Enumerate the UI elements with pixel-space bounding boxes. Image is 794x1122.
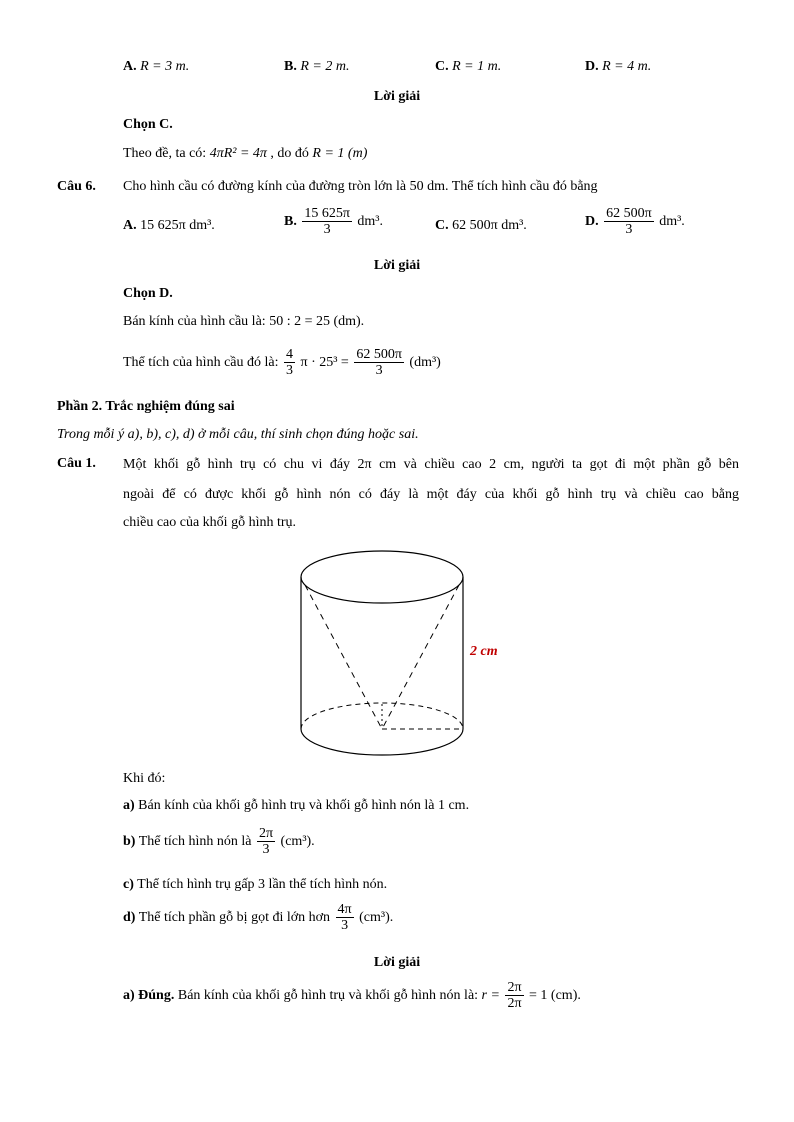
cone-slant-left — [305, 585, 382, 729]
statement-text: Thể tích phần gỗ bị gọt đi lớn hơn — [138, 910, 331, 926]
q6-label: Câu 6. — [57, 179, 96, 194]
q6-option-c — [435, 218, 527, 234]
option-letter: B. — [284, 59, 297, 74]
option-letter: A. — [123, 218, 137, 233]
height-label: 2 cm — [470, 644, 498, 659]
q6-option-b — [284, 206, 383, 238]
numerator: 2π — [258, 826, 274, 841]
q5-solution-heading: Lời giải — [373, 89, 421, 104]
q6-option-a — [123, 218, 215, 234]
option-letter: A. — [123, 59, 137, 74]
statement-label: b) — [123, 834, 136, 850]
fraction — [604, 206, 654, 238]
option-letter: D. — [585, 59, 599, 74]
numerator: 4 — [286, 347, 293, 362]
q1-text-line-2: ngoài để có được khối gỗ hình nón có đáy là một đáy của khối gỗ hình trụ và chiều cao bằng — [123, 487, 739, 502]
fraction — [336, 902, 354, 934]
text: Theo đề, ta có: — [123, 146, 210, 161]
q1-label: Câu 1. — [57, 456, 96, 471]
option-text: R = 2 m. — [300, 59, 350, 74]
verdict-label: a) Đúng. — [123, 988, 175, 1004]
q6-radius-line — [123, 314, 364, 330]
q5-option-b — [284, 59, 349, 75]
q1-statement-c — [123, 877, 387, 893]
q5-option-a — [123, 59, 189, 75]
part2-instruction: Trong mỗi ý a), b), c), d) ở mỗi câu, thí sinh chọn đúng hoặc sai. — [57, 427, 419, 442]
q1-solution-heading: Lời giải — [373, 955, 421, 970]
option-text: 15 625π dm³. — [140, 218, 215, 233]
q5-choice: Chọn C. — [123, 117, 173, 132]
statement-label: c) — [123, 877, 134, 892]
unit: (cm³). — [280, 834, 315, 850]
fraction — [505, 980, 523, 1012]
part2-heading: Phần 2. Trắc nghiệm đúng sai — [57, 399, 235, 414]
unit: dm³. — [659, 214, 685, 230]
statement-label: a) — [123, 798, 135, 813]
formula: 4πR² = 4π — [209, 146, 267, 161]
fraction — [284, 347, 295, 379]
unit: dm³. — [357, 214, 384, 230]
denominator: 3 — [262, 842, 270, 858]
option-text: 62 500π dm³. — [452, 218, 527, 233]
q1-text-line-3: chiều cao của khối gỗ hình trụ. — [123, 515, 297, 530]
numerator: 4π — [337, 902, 352, 917]
q6-volume-line — [123, 347, 441, 379]
option-text: R = 4 m. — [602, 59, 652, 74]
unit: (cm³). — [359, 910, 394, 926]
denominator: 2π — [507, 996, 522, 1012]
formula: 50 : 2 = 25 (dm). — [269, 314, 365, 329]
denominator: 3 — [375, 363, 383, 379]
formula: r = — [481, 988, 500, 1004]
cone-slant-right — [382, 585, 459, 729]
q1-text-line-1: Một khối gỗ hình trụ có chu vi đáy 2π cm và chiều cao 2 cm, người ta gọt đi một phần gỗ bên — [123, 457, 739, 472]
formula: R = 1 (m) — [312, 146, 368, 161]
q1-solution-a — [123, 980, 581, 1012]
denominator: 3 — [286, 363, 293, 379]
text: Bán kính của hình cầu là: — [123, 314, 270, 329]
statement-label: d) — [123, 910, 136, 926]
q5-option-c — [435, 59, 501, 75]
fraction — [257, 826, 275, 858]
q1-statement-a — [123, 798, 469, 814]
statement-text: Bán kính của khối gỗ hình trụ và khối gỗ hình nón là 1 cm. — [138, 798, 470, 813]
option-text: R = 1 m. — [452, 59, 502, 74]
q1-statement-b — [123, 826, 315, 858]
cylinder-bottom-front — [301, 729, 463, 755]
statement-text: Thể tích hình nón là — [138, 834, 252, 850]
formula: = 1 (cm). — [529, 988, 581, 1004]
q5-solution-line — [123, 146, 367, 162]
formula: π · 25³ = — [300, 355, 349, 371]
q6-question: Cho hình cầu có đường kính của đường tròn lớn là 50 dm. Thể tích hình cầu đó bằng — [123, 179, 598, 194]
denominator: 3 — [323, 222, 331, 238]
text: , do đó — [270, 146, 313, 161]
numerator: 62 500π — [606, 206, 652, 221]
q1-statement-d — [123, 902, 393, 934]
q6-solution-heading: Lời giải — [373, 258, 421, 273]
q6-option-d — [585, 206, 685, 238]
denominator: 3 — [341, 918, 349, 934]
option-letter: B. — [284, 214, 297, 230]
statement-text: Thể tích hình trụ gấp 3 lần thể tích hình nón. — [137, 877, 388, 892]
unit: (dm³) — [409, 355, 441, 371]
option-text: R = 3 m. — [140, 59, 190, 74]
solution-text: Bán kính của khối gỗ hình trụ và khối gỗ hình nón là: — [177, 988, 479, 1004]
option-letter: C. — [435, 218, 449, 233]
cylinder-top-ellipse — [301, 551, 463, 603]
q1-khi-do: Khi đó: — [123, 771, 166, 786]
q5-option-d — [585, 59, 651, 75]
numerator: 62 500π — [356, 347, 402, 362]
numerator: 2π — [507, 980, 522, 995]
text: Thể tích của hình cầu đó là: — [123, 355, 282, 371]
fraction — [302, 206, 352, 238]
fraction — [354, 347, 404, 379]
option-letter: C. — [435, 59, 449, 74]
q6-choice: Chọn D. — [123, 286, 173, 301]
denominator: 3 — [625, 222, 633, 238]
option-letter: D. — [585, 214, 599, 230]
numerator: 15 625π — [304, 206, 350, 221]
